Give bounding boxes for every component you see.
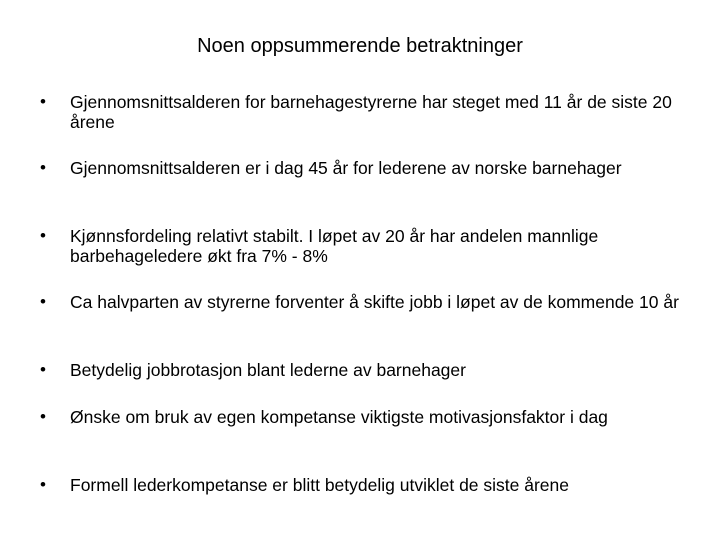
bullet-marker: •: [40, 158, 46, 177]
bullet-marker: •: [40, 360, 46, 379]
bullet-text: Ca halvparten av styrerne forventer å skifte jobb i løpet av de kommende 10 år: [70, 292, 679, 312]
bullet-marker: •: [40, 475, 46, 494]
bullet-marker: •: [40, 292, 46, 311]
bullet-text: Kjønnsfordeling relativt stabilt. I løpet av 20 år har andelen mannlige barbehageledere økt fra 7% - 8%: [70, 226, 599, 266]
bullet-text: Formell lederkompetanse er blitt betydelig utviklet de siste årene: [70, 475, 569, 495]
bullet-marker: •: [40, 92, 46, 111]
bullet-text: Gjennomsnittsalderen er i dag 45 år for lederene av norske barnehager: [70, 158, 622, 178]
bullet-marker: •: [40, 407, 46, 426]
slide-title: Noen oppsummerende betraktninger: [197, 35, 523, 57]
bullet-text: Ønske om bruk av egen kompetanse viktigste motivasjonsfaktor i dag: [70, 407, 608, 427]
bullet-text: Betydelig jobbrotasjon blant lederne av barnehager: [70, 360, 466, 380]
bullet-text: Gjennomsnittsalderen for barnehagestyrerne har steget med 11 år de siste 20 årene: [70, 92, 672, 132]
bullet-marker: •: [40, 226, 46, 245]
